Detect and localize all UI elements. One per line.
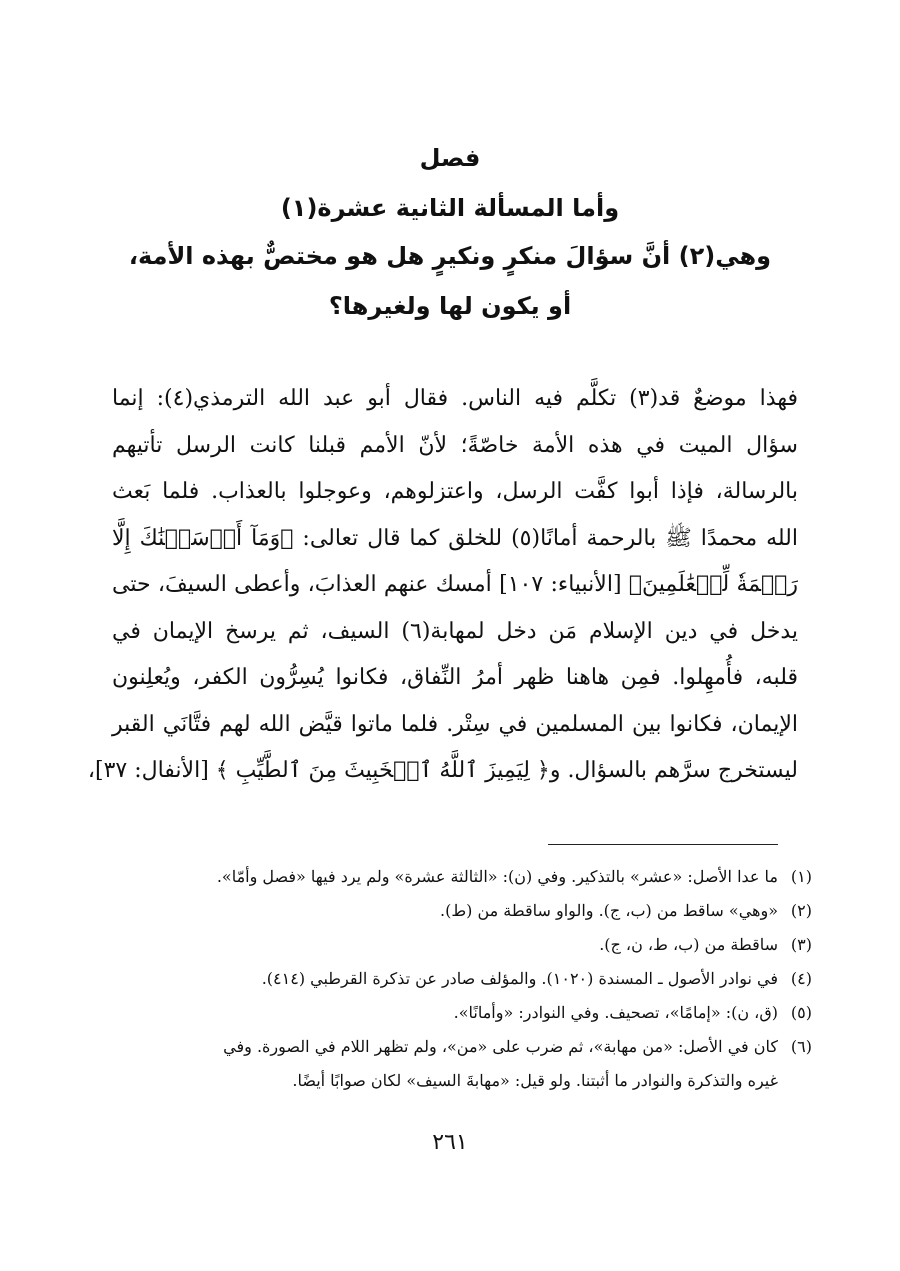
footnote-item xyxy=(112,1030,812,1064)
footnote-text: (ق، ن): «إمامًا»، تصحيف. وفي النوادر: «وأمانًا». xyxy=(453,1003,778,1022)
body-line: سؤال الميت في هذه الأمة خاصّةً؛ لأنّ الأمم قبلنا كانت الرسل تأتيهم xyxy=(112,432,798,458)
footnote-number: (٣) xyxy=(790,935,812,954)
footnotes xyxy=(112,860,812,1098)
footnote-text: ما عدا الأصل: «عشر» بالتذكير. وفي (ن): «الثالثة عشرة» ولم يرد فيها «فصل وأمّا». xyxy=(216,867,778,886)
footnote-separator xyxy=(548,844,778,845)
footnote-number: (٢) xyxy=(790,901,812,920)
body-line: ليستخرج سرَّهم بالسؤال. و﴿ لِيَمِيزَ ٱللَّهُ ٱلۡخَبِيثَ مِنَ ٱلطَّيِّبِ ﴾ [الأنفال: ٣٧]، xyxy=(87,758,798,783)
footnote-number: (٤) xyxy=(790,969,812,988)
footnote-number: (١) xyxy=(790,867,812,886)
body-line: الله محمدًا ﷺ بالرحمة أمانًا(٥) للخلق كما قال تعالى: ﴿وَمَآ أَرۡسَلۡنَٰكَ إِلَّا xyxy=(112,525,798,551)
footnote-number: (٥) xyxy=(790,1003,812,1022)
body-line: الإيمان، فكانوا بين المسلمين في سِتْر. فلما ماتوا قيَّض الله لهم فتَّانَي القبر xyxy=(112,711,798,737)
footnote-text: في نوادر الأصول ـ المسندة (١٠٢٠). والمؤلف صادر عن تذكرة القرطبي (٤١٤). xyxy=(261,969,778,988)
footnote-item xyxy=(112,894,812,928)
chapter-title-line-3: أو يكون لها ولغيرها؟ xyxy=(328,292,572,320)
chapter-title-line-2: وهي(٢) أنَّ سؤالَ منكرٍ ونكيرٍ هل هو مختصٌّ بهذه الأمة، xyxy=(128,242,772,270)
footnote-text: ساقطة من (ب، ط، ن، ج). xyxy=(599,935,778,954)
footnote-continuation: غيره والتذكرة والنوادر ما أثبتنا. ولو قيل: «مهابةَ السيف» لكان صوابًا أيضًا. xyxy=(292,1071,778,1090)
section-label: فصل xyxy=(419,144,481,172)
footnote-item xyxy=(112,928,812,962)
footnote-number: (٦) xyxy=(790,1037,812,1056)
body-line: بالرسالة، فإذا أبوا كفَّت الرسل، واعتزلوهم، وعوجلوا بالعذاب. فلما بَعث xyxy=(112,479,798,504)
footnote-item xyxy=(112,996,812,1030)
body-line: قلبه، فأُمهِلوا. فمِن هاهنا ظهر أمرُ النِّفاق، فكانوا يُسِرُّون الكفر، ويُعلِنون xyxy=(112,665,798,690)
footnote-item xyxy=(112,860,812,894)
footnote-text: «وهي» ساقط من (ب، ج). والواو ساقطة من (ط). xyxy=(440,901,778,920)
footnote-item xyxy=(112,962,812,996)
chapter-title-line-1: وأما المسألة الثانية عشرة(١) xyxy=(280,194,620,222)
page-number: ٢٦١ xyxy=(432,1130,468,1155)
body-line: فهذا موضعٌ قد(٣) تكلَّم فيه الناس. فقال أبو عبد الله الترمذي(٤): إنما xyxy=(112,386,798,411)
footnote-text: كان في الأصل: «من مهابة»، ثم ضرب على «من»، ولم تظهر اللام في الصورة. وفي xyxy=(223,1037,778,1056)
body-line: رَحۡمَةٗ لِّلۡعَٰلَمِينَ﴾ [الأنبياء: ١٠٧] أمسك عنهم العذابَ، وأعطى السيفَ، حتى xyxy=(112,572,798,597)
body-line: يدخل في دين الإسلام مَن دخل لمهابة(٦) السيف، ثم يرسخ الإيمان في xyxy=(112,618,798,644)
body-paragraph xyxy=(87,376,798,795)
